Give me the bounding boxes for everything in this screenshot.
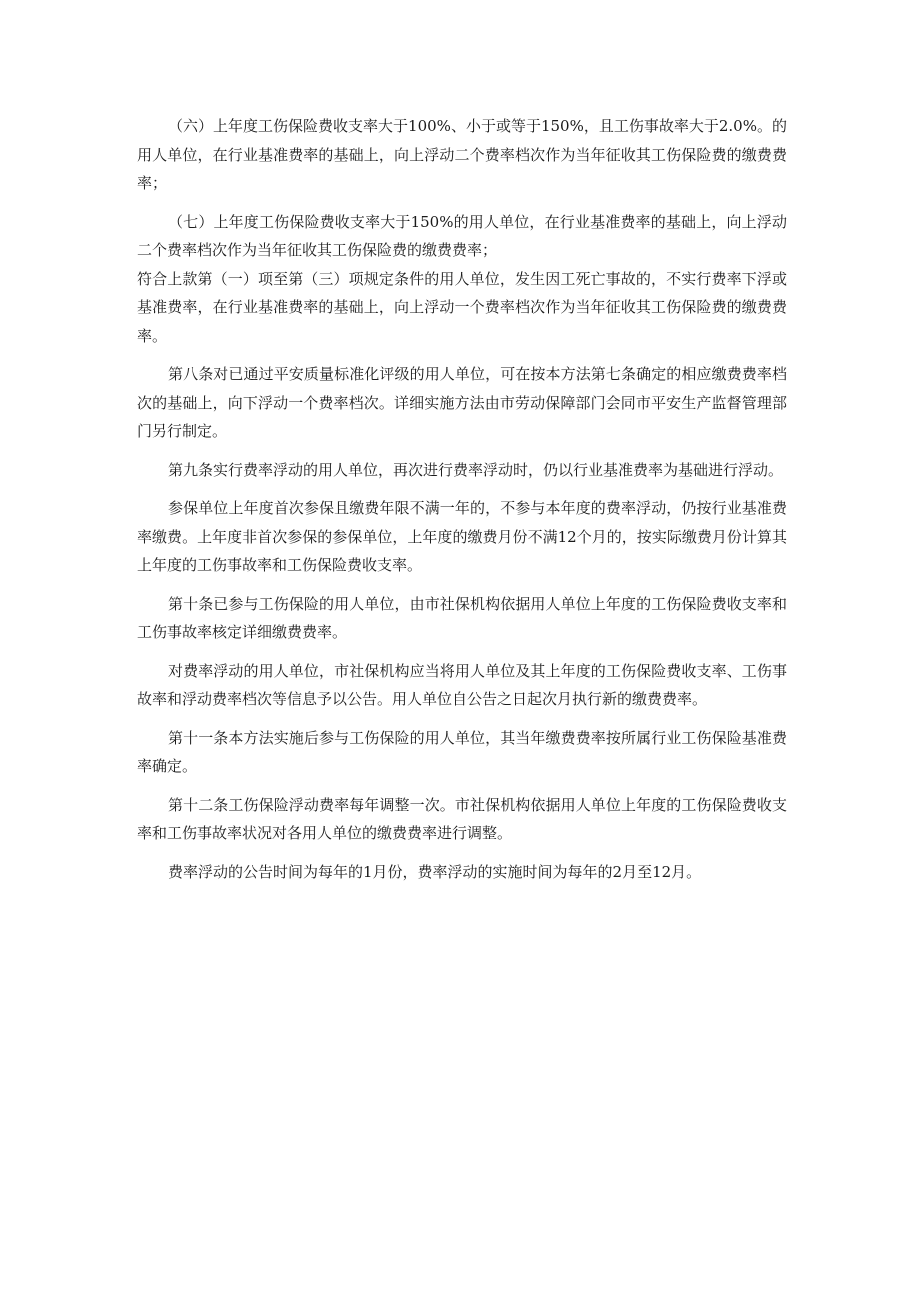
paragraph-article-12: 第十二条工伤保险浮动费率每年调整一次。市社保机构依据用人单位上年度的工伤保险费收支率和工伤事故率状况对各用人单位的缴费费率进行调整。 — [137, 795, 787, 842]
paragraph-schedule: 费率浮动的公告时间为每年的1月份，费率浮动的实施时间为每年的2月至12月。 — [168, 862, 702, 881]
paragraph-article-9: 第九条实行费率浮动的用人单位，再次进行费率浮动时，仍以行业基准费率为基础进行浮动。 — [168, 460, 784, 479]
paragraph-fatal-accident: 符合上款第（一）项至第（三）项规定条件的用人单位，发生因工死亡事故的，不实行费率下浮或基准费率，在行业基准费率的基础上，向上浮动一个费率档次作为当年征收其工伤保险费的缴费费率。 — [137, 269, 787, 345]
paragraph-item-6: （六）上年度工伤保险费收支率大于100%、小于或等于150%，且工伤事故率大于2.0%。的用人单位，在行业基准费率的基础上，向上浮动二个费率档次作为当年征收其工伤保险费的缴费费率； — [137, 117, 787, 192]
document-body — [137, 112, 787, 896]
paragraph-article-11: 第十一条本方法实施后参与工伤保险的用人单位，其当年缴费费率按所属行业工伤保险基准费率确定。 — [137, 728, 787, 775]
paragraph-first-time-insured: 参保单位上年度首次参保且缴费年限不满一年的，不参与本年度的费率浮动，仍按行业基准费率缴费。上年度非首次参保的参保单位，上年度的缴费月份不满12个月的，按实际缴费月份计算其上年度的工伤事故率和工伤保险费收支率。 — [137, 499, 787, 574]
paragraph-article-8: 第八条对已通过平安质量标准化评级的用人单位，可在按本方法第七条确定的相应缴费费率档次的基础上，向下浮动一个费率档次。详细实施方法由市劳动保障部门会同市平安生产监督管理部门另行制定。 — [137, 365, 787, 440]
paragraph-article-10: 第十条已参与工伤保险的用人单位，由市社保机构依据用人单位上年度的工伤保险费收支率和工伤事故率核定详细缴费费率。 — [137, 594, 787, 641]
paragraph-announcement: 对费率浮动的用人单位，市社保机构应当将用人单位及其上年度的工伤保险费收支率、工伤事故率和浮动费率档次等信息予以公告。用人单位自公告之日起次月执行新的缴费费率。 — [137, 661, 787, 708]
paragraph-item-7: （七）上年度工伤保险费收支率大于150%的用人单位，在行业基准费率的基础上，向上浮动二个费率档次作为当年征收其工伤保险费的缴费费率； — [137, 212, 787, 259]
